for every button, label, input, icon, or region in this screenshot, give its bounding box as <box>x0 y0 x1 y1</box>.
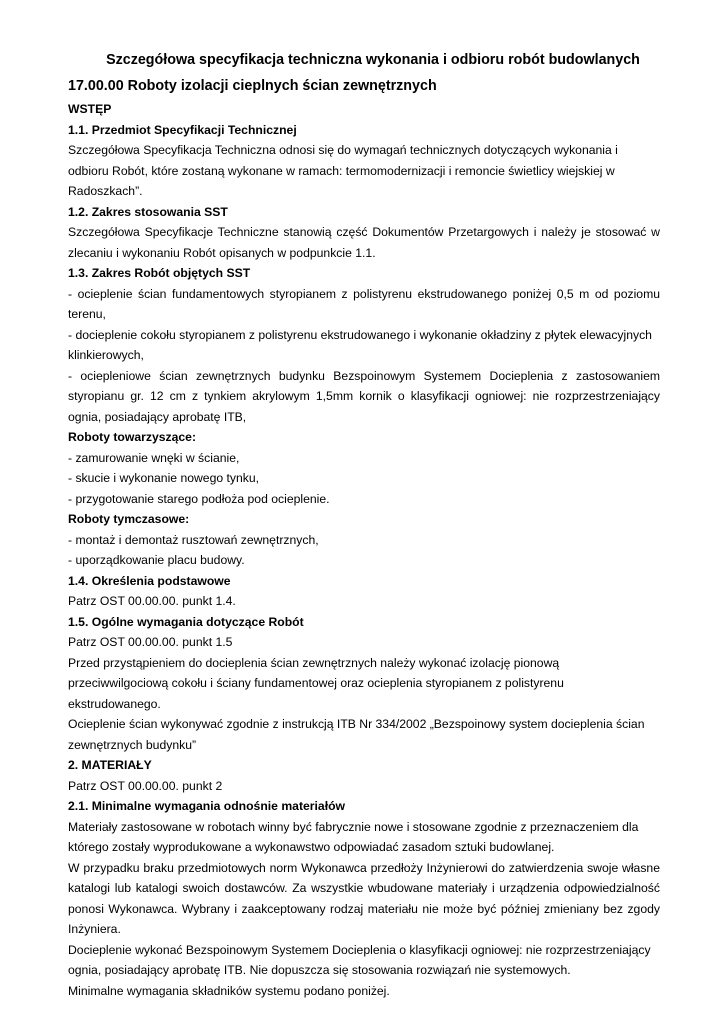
paragraph-1-2: Szczegółowa Specyfikacje Techniczne stanowią część Dokumentów Przetargowych i należy je stosować w zlecaniu i wykonaniu Robót opisanych w podpunkcie 1.1. <box>68 225 660 260</box>
list-item-accompanying-1: - zamurowanie wnęki w ścianie, <box>68 450 240 465</box>
list-item-scope-2: - docieplenie cokołu styropianem z polistyrenu ekstrudowanego i wykonanie okładziny z płytek elewacyjnych klinkierowych, <box>68 327 652 362</box>
section-heading-1-1: 1.1. Przedmiot Specyfikacji Technicznej <box>68 122 297 137</box>
paragraph-1-1: Szczegółowa Specyfikacja Techniczna odnosi się do wymagań technicznych dotyczących wykonania i odbioru Robót, które zostaną wykonane w ramach: termomodernizacji i remoncie świetlicy wiejskiej w Radoszkach”. <box>68 143 618 198</box>
section-heading-2-1: 2.1. Minimalne wymagania odnośnie materiałów <box>68 799 346 813</box>
paragraph-2-1-catalogs: W przypadku braku przedmiotowych norm Wykonawca przedłoży Inżynierowi do zatwierdzenia swoje własne katalogi lub katalogi swoich dostawców. Za wszystkie wbudowane materiały i urządzenia odpowiedzialność ponosi Wykonawca. Wybrany i zaakceptowany rodzaj materiału nie może być później zmieniany bez zgody Inżyniera. <box>68 860 660 936</box>
document-subtitle: 17.00.00 Roboty izolacji cieplnych ścian zewnętrznych <box>68 78 437 94</box>
list-item-temporary-1: - montaż i demontaż rusztowań zewnętrznych, <box>68 532 319 547</box>
list-item-accompanying-2: - skucie i wykonanie nowego tynku, <box>68 471 260 485</box>
paragraph-1-5-ref: Patrz OST 00.00.00. punkt 1.5 <box>68 635 233 649</box>
paragraph-1-5-instruction: Ocieplenie ścian wykonywać zgodnie z instrukcją ITB Nr 334/2002 „Bezspoinowy system docieplenia ścian zewnętrznych budynku” <box>68 717 645 752</box>
section-heading-1-5: 1.5. Ogólne wymagania dotyczące Robót <box>68 614 304 629</box>
subheading-accompanying-works: Roboty towarzyszące: <box>68 430 196 444</box>
section-heading-1-4: 1.4. Określenia podstawowe <box>68 573 231 588</box>
section-heading-1-3: 1.3. Zakres Robót objętych SST <box>68 266 251 280</box>
section-heading-intro: WSTĘP <box>68 102 112 116</box>
document-title: Szczegółowa specyfikacja techniczna wykonania i odbioru robót budowlanych <box>106 52 640 68</box>
paragraph-1-5-insulation: Przed przystąpieniem do docieplenia ścian zewnętrznych należy wykonać izolację pionową przeciwwilgociową cokołu i ściany fundamentowej oraz ocieplenia styropianem z polistyrenu ekstrudowanego. <box>68 655 564 711</box>
list-item-scope-1: - ocieplenie ścian fundamentowych styropianem z polistyrenu ekstrudowanego poniżej 0,5 m od poziomu terenu, <box>68 286 660 321</box>
paragraph-2-ref: Patrz OST 00.00.00. punkt 2 <box>68 778 223 793</box>
paragraph-1-4: Patrz OST 00.00.00. punkt 1.4. <box>68 594 236 608</box>
subheading-temporary-works: Roboty tymczasowe: <box>68 512 190 526</box>
paragraph-2-1-materials: Materiały zastosowane w robotach winny być fabrycznie nowe i stosowane zgodnie z przeznaczeniem dla którego zostały wyprodukowane a wykonawstwo odpowiadać zasadom sztuki budowlanej. <box>68 819 639 854</box>
section-heading-1-2: 1.2. Zakres stosowania SST <box>68 204 228 219</box>
list-item-temporary-2: - uporządkowanie placu budowy. <box>68 553 245 567</box>
document-page <box>68 47 660 1001</box>
list-item-accompanying-3: - przygotowanie starego podłoża pod ocieplenie. <box>68 491 330 506</box>
section-heading-2: 2. MATERIAŁY <box>68 758 152 772</box>
paragraph-2-1-requirements: Minimalne wymagania składników systemu podano poniżej. <box>68 983 390 998</box>
paragraph-2-1-system: Docieplenie wykonać Bezspoinowym Systemem Docieplenia o klasyfikacji ogniowej: nie rozprzestrzeniający ognia, posiadający aprobatę ITB. Nie dopuszcza się stosowania rozwiązań nie systemowych. <box>68 942 651 977</box>
list-item-scope-3: - ociepleniowe ścian zewnętrznych budynku Bezspoinowym Systemem Docieplenia z zastosowaniem styropianu gr. 12 cm z tynkiem akrylowym 1,5mm kornik o klasyfikacji ogniowej: nie rozprzestrzeniający ognia, posiadający aprobatę ITB, <box>68 368 660 424</box>
